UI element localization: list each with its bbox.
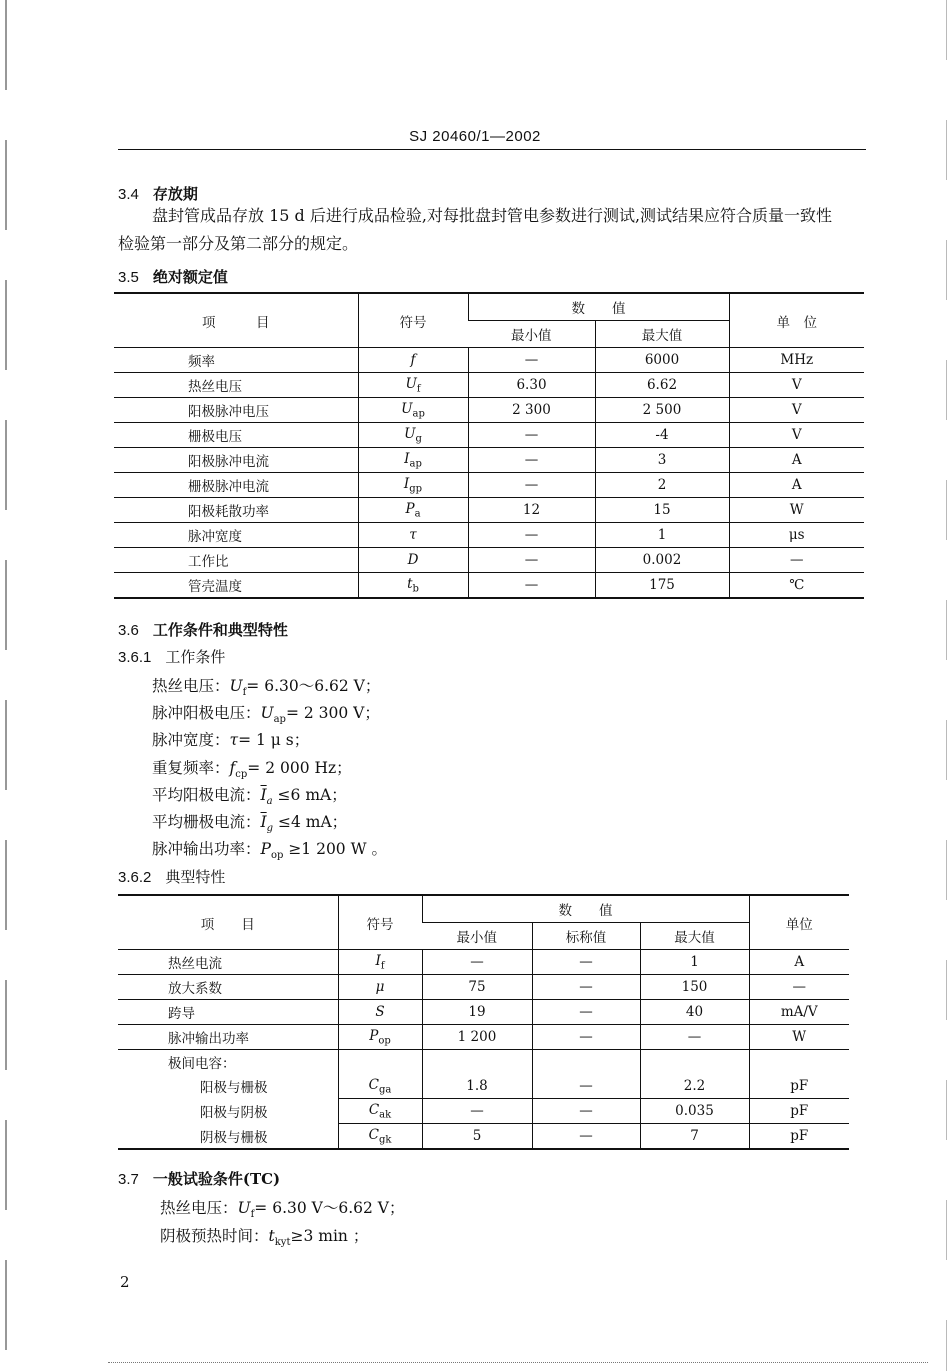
cell-symbol bbox=[358, 523, 468, 548]
cell-item: 管壳温度 bbox=[114, 573, 358, 599]
condition-value: ≥1 200 W 。 bbox=[288, 840, 387, 858]
cell-unit: pF bbox=[749, 1124, 849, 1150]
cell-item: 阳极耗散功率 bbox=[114, 498, 358, 523]
cell-unit: pF bbox=[749, 1099, 849, 1124]
section-3-7-heading bbox=[118, 1168, 280, 1189]
symbol-subscript: g bbox=[415, 433, 422, 445]
cell-min: — bbox=[468, 348, 595, 373]
cell-max: -4 bbox=[595, 423, 729, 448]
symbol-letter: C bbox=[368, 1076, 379, 1093]
condition-label: 平均阳极电流： bbox=[152, 786, 261, 804]
section-number: 3.6 bbox=[118, 622, 139, 639]
cell-min: 5 bbox=[422, 1124, 532, 1150]
table-row bbox=[114, 423, 864, 448]
cell-nominal: — bbox=[532, 975, 640, 1000]
cell-min: 19 bbox=[422, 1000, 532, 1025]
symbol-letter: D bbox=[407, 552, 419, 568]
cell-item: 热丝电流 bbox=[118, 950, 338, 975]
cell-symbol bbox=[358, 373, 468, 398]
document-header: SJ 20460/1—2002 bbox=[409, 128, 541, 145]
header-rule bbox=[118, 149, 866, 150]
condition-value: ≤4 mA； bbox=[277, 813, 348, 831]
cell-item: 频率 bbox=[114, 348, 358, 373]
symbol-letter: f bbox=[410, 352, 416, 368]
table-row bbox=[118, 1025, 849, 1050]
cell-unit: — bbox=[729, 548, 864, 573]
cell-min: 6.30 bbox=[468, 373, 595, 398]
cell-max: 0.002 bbox=[595, 548, 729, 573]
scan-edge-right bbox=[946, 0, 947, 1371]
table-row bbox=[118, 1074, 849, 1099]
table-row bbox=[114, 448, 864, 473]
cell-empty bbox=[640, 1050, 749, 1075]
condition-label: 平均栅极电流： bbox=[152, 813, 261, 831]
cell-nominal: — bbox=[532, 1000, 640, 1025]
condition-value: ≤6 mA； bbox=[277, 786, 347, 804]
table-row bbox=[118, 1124, 849, 1150]
table-header-row bbox=[118, 895, 849, 923]
cell-min: 75 bbox=[422, 975, 532, 1000]
test-cathode-preheat-time: 阴极预热时间：$t_{kyt}\ge 3$ min ； bbox=[160, 1227, 369, 1249]
symbol-subscript: ga bbox=[378, 1084, 392, 1096]
cell-unit: W bbox=[729, 498, 864, 523]
cell-min: — bbox=[468, 473, 595, 498]
condition-repetition-frequency: 重复频率：$f_{cp}= 2$ 000 Hz； bbox=[152, 759, 352, 781]
symbol-subscript: f bbox=[380, 960, 385, 972]
cell-min: — bbox=[468, 573, 595, 599]
cell-symbol bbox=[358, 548, 468, 573]
cell-symbol bbox=[338, 1074, 422, 1099]
cell-item: 热丝电压 bbox=[114, 373, 358, 398]
symbol-letter: U bbox=[405, 375, 417, 392]
table-row bbox=[114, 348, 864, 373]
symbol-letter: U bbox=[401, 400, 413, 417]
cell-unit: ℃ bbox=[729, 573, 864, 599]
cell-item: 放大系数 bbox=[118, 975, 338, 1000]
cell-empty bbox=[532, 1050, 640, 1075]
cell-max: 1 bbox=[595, 523, 729, 548]
cell-item: 脉冲宽度 bbox=[114, 523, 358, 548]
symbol-subscript: ak bbox=[379, 1109, 392, 1121]
cell-nominal: — bbox=[532, 950, 640, 975]
table-row bbox=[114, 498, 864, 523]
cell-symbol bbox=[358, 423, 468, 448]
col-header-item: 项 目 bbox=[114, 293, 358, 348]
section-number: 3.7 bbox=[118, 1171, 139, 1188]
table-row bbox=[114, 548, 864, 573]
cell-min: 12 bbox=[468, 498, 595, 523]
cell-max: 15 bbox=[595, 498, 729, 523]
condition-label: 阴极预热时间： bbox=[160, 1227, 269, 1245]
condition-value: = 2 300 V； bbox=[285, 704, 380, 722]
cell-item: 工作比 bbox=[114, 548, 358, 573]
section-title: 工作条件 bbox=[165, 648, 226, 666]
symbol-letter: t bbox=[407, 575, 413, 592]
symbol-letter: τ bbox=[409, 527, 417, 543]
cell-min: 1.8 bbox=[422, 1074, 532, 1099]
cell-nominal: — bbox=[532, 1074, 640, 1099]
absolute-ratings-table bbox=[114, 292, 864, 599]
col-header-min: 最小值 bbox=[422, 923, 532, 950]
section-title: 典型特性 bbox=[165, 868, 226, 886]
table-row bbox=[114, 523, 864, 548]
condition-value: = 1 μ s； bbox=[238, 731, 310, 749]
symbol-subscript: ap bbox=[412, 408, 425, 420]
cell-unit: A bbox=[729, 448, 864, 473]
table-row bbox=[114, 373, 864, 398]
symbol-subscript: gp bbox=[409, 483, 423, 495]
table-row bbox=[114, 473, 864, 498]
cell-symbol bbox=[338, 975, 422, 1000]
cell-symbol bbox=[338, 1025, 422, 1050]
condition-filament-voltage: 热丝电压：$U_f=$ 6.30～6.62 V； bbox=[152, 677, 381, 699]
cell-min: 1 200 bbox=[422, 1025, 532, 1050]
cell-max: 2 bbox=[595, 473, 729, 498]
condition-pulse-width: 脉冲宽度：τ= 1 μ s； bbox=[152, 731, 310, 749]
cell-symbol bbox=[338, 1000, 422, 1025]
col-header-unit: 单位 bbox=[749, 895, 849, 950]
table-row bbox=[118, 975, 849, 1000]
symbol-letter: I bbox=[404, 450, 410, 467]
typical-characteristics-table bbox=[118, 894, 849, 1150]
condition-label: 重复频率： bbox=[152, 759, 230, 777]
col-header-symbol: 符号 bbox=[338, 895, 422, 950]
condition-label: 脉冲阳极电压： bbox=[152, 704, 261, 722]
condition-label: 脉冲输出功率： bbox=[152, 840, 261, 858]
cell-nominal: — bbox=[532, 1124, 640, 1150]
cell-symbol bbox=[358, 473, 468, 498]
page-number: 2 bbox=[120, 1273, 130, 1291]
cell-unit: pF bbox=[749, 1074, 849, 1099]
cell-max: 1 bbox=[640, 950, 749, 975]
symbol-letter: C bbox=[368, 1126, 379, 1143]
section-title: 存放期 bbox=[152, 185, 198, 203]
cell-max: 6.62 bbox=[595, 373, 729, 398]
cell-unit: μs bbox=[729, 523, 864, 548]
cell-min: — bbox=[468, 448, 595, 473]
cell-item: 阳极与阴极 bbox=[200, 1105, 268, 1121]
cell-symbol bbox=[358, 348, 468, 373]
cell-symbol bbox=[358, 573, 468, 599]
symbol-subscript: b bbox=[412, 583, 419, 595]
cell-max: 0.035 bbox=[640, 1099, 749, 1124]
symbol-letter: I bbox=[403, 475, 410, 492]
cell-item: 阳极与栅极 bbox=[200, 1080, 268, 1097]
col-header-min: 最小值 bbox=[468, 321, 595, 348]
cell-symbol bbox=[338, 1099, 422, 1124]
cell-min: — bbox=[422, 950, 532, 975]
cell-symbol bbox=[358, 398, 468, 423]
condition-label: 热丝电压： bbox=[152, 677, 230, 695]
section-number: 3.6.2 bbox=[118, 869, 152, 886]
condition-avg-anode-current: 平均阳极电流：$\overline{I}_a \le 6$ mA； bbox=[152, 786, 347, 808]
section-3-6-heading bbox=[118, 619, 288, 640]
symbol-letter: P bbox=[405, 500, 415, 517]
condition-value: = 2 000 Hz； bbox=[247, 759, 352, 777]
section-number: 3.6.1 bbox=[118, 649, 152, 666]
section-number: 3.4 bbox=[118, 186, 139, 203]
cell-item: 阴极与栅极 bbox=[200, 1129, 268, 1146]
cell-item: 栅极电压 bbox=[114, 423, 358, 448]
table-group-row bbox=[118, 1050, 849, 1075]
col-header-symbol: 符号 bbox=[358, 293, 468, 348]
cell-unit: W bbox=[749, 1025, 849, 1050]
symbol-letter: S bbox=[375, 1004, 385, 1020]
condition-value: = 6.30 V～6.62 V； bbox=[254, 1199, 405, 1217]
cell-item: 阳极脉冲电压 bbox=[114, 398, 358, 423]
section-number: 3.5 bbox=[118, 269, 139, 286]
cell-max: 3 bbox=[595, 448, 729, 473]
symbol-letter: P bbox=[369, 1027, 379, 1044]
cell-min: 2 300 bbox=[468, 398, 595, 423]
col-header-unit: 单 位 bbox=[729, 293, 864, 348]
symbol-letter: I bbox=[375, 952, 381, 969]
col-header-nominal: 标称值 bbox=[532, 923, 640, 950]
symbol-subscript: gk bbox=[378, 1134, 392, 1146]
section-title: 一般试验条件(TC) bbox=[152, 1170, 281, 1188]
cell-min: — bbox=[468, 548, 595, 573]
cell-symbol bbox=[338, 950, 422, 975]
cell-unit: A bbox=[749, 950, 849, 975]
section-3-4-heading bbox=[118, 183, 198, 204]
cell-item: 阳极脉冲电流 bbox=[114, 448, 358, 473]
col-header-values: 数 值 bbox=[468, 293, 729, 321]
cell-max: 175 bbox=[595, 573, 729, 599]
condition-label: 热丝电压： bbox=[160, 1199, 238, 1217]
table-row bbox=[118, 1000, 849, 1025]
cell-unit: A bbox=[729, 473, 864, 498]
cell-unit: V bbox=[729, 373, 864, 398]
col-header-values: 数 值 bbox=[422, 895, 749, 923]
scan-edge-left bbox=[5, 0, 7, 1371]
symbol-subscript: op bbox=[378, 1035, 391, 1047]
cell-max: 2.2 bbox=[640, 1074, 749, 1099]
cell-min: — bbox=[422, 1099, 532, 1124]
cell-max: — bbox=[640, 1025, 749, 1050]
cell-max: 150 bbox=[640, 975, 749, 1000]
section-3-6-1-heading bbox=[118, 646, 225, 667]
symbol-letter: μ bbox=[375, 979, 385, 995]
cell-unit: MHz bbox=[729, 348, 864, 373]
cell-unit: V bbox=[729, 423, 864, 448]
symbol-subscript: ap bbox=[409, 458, 422, 470]
cell-group-label: 极间电容： bbox=[168, 1056, 236, 1072]
col-header-item: 项 目 bbox=[118, 895, 338, 950]
table-row bbox=[118, 1099, 849, 1124]
cell-unit: — bbox=[749, 975, 849, 1000]
table-row bbox=[114, 573, 864, 599]
table-row bbox=[118, 950, 849, 975]
condition-value: ≥3 min ； bbox=[290, 1227, 369, 1245]
cell-empty bbox=[338, 1050, 422, 1075]
condition-avg-grid-current: 平均栅极电流：$\overline{I}_g \le 4$ mA； bbox=[152, 813, 348, 835]
cell-item: 栅极脉冲电流 bbox=[114, 473, 358, 498]
section-3-5-heading bbox=[118, 266, 228, 287]
section-3-4-para-line2: 检验第一部分及第二部分的规定。 bbox=[118, 234, 359, 253]
symbol-subscript: f bbox=[416, 383, 421, 395]
cell-symbol bbox=[338, 1124, 422, 1150]
symbol-subscript: a bbox=[414, 508, 421, 520]
footer-rule bbox=[108, 1362, 928, 1363]
cell-unit: mA/V bbox=[749, 1000, 849, 1025]
condition-pulse-anode-voltage: 脉冲阳极电压：$U_{ap}= 2$ 300 V； bbox=[152, 704, 380, 726]
cell-max: 40 bbox=[640, 1000, 749, 1025]
cell-max: 6000 bbox=[595, 348, 729, 373]
cell-symbol bbox=[358, 448, 468, 473]
cell-item: 脉冲输出功率 bbox=[118, 1025, 338, 1050]
col-header-max: 最大值 bbox=[640, 923, 749, 950]
cell-max: 7 bbox=[640, 1124, 749, 1150]
cell-max: 2 500 bbox=[595, 398, 729, 423]
table-header-row bbox=[114, 293, 864, 321]
symbol-letter: U bbox=[404, 425, 416, 442]
section-title: 工作条件和典型特性 bbox=[152, 621, 288, 639]
symbol-letter: C bbox=[368, 1101, 380, 1118]
cell-nominal: — bbox=[532, 1099, 640, 1124]
cell-min: — bbox=[468, 423, 595, 448]
col-header-max: 最大值 bbox=[595, 321, 729, 348]
table-row bbox=[114, 398, 864, 423]
condition-label: 脉冲宽度： bbox=[152, 731, 230, 749]
section-3-4-para-line1: 盘封管成品存放 15 d 后进行成品检验,对每批盘封管电参数进行测试,测试结果应符合质量一致性 bbox=[152, 206, 833, 225]
cell-min: — bbox=[468, 523, 595, 548]
cell-empty bbox=[749, 1050, 849, 1075]
cell-unit: V bbox=[729, 398, 864, 423]
section-title: 绝对额定值 bbox=[152, 268, 228, 286]
cell-nominal: — bbox=[532, 1025, 640, 1050]
condition-value: = 6.30～6.62 V； bbox=[246, 677, 381, 695]
cell-empty bbox=[422, 1050, 532, 1075]
test-filament-voltage: 热丝电压：$U_f= 6.30$ V～6.62 V； bbox=[160, 1199, 405, 1221]
section-3-6-2-heading bbox=[118, 866, 225, 887]
condition-pulse-output-power: 脉冲输出功率：$P_{op} \ge 1$ 200 W 。 bbox=[152, 840, 387, 862]
cell-item: 跨导 bbox=[118, 1000, 338, 1025]
cell-symbol bbox=[358, 498, 468, 523]
